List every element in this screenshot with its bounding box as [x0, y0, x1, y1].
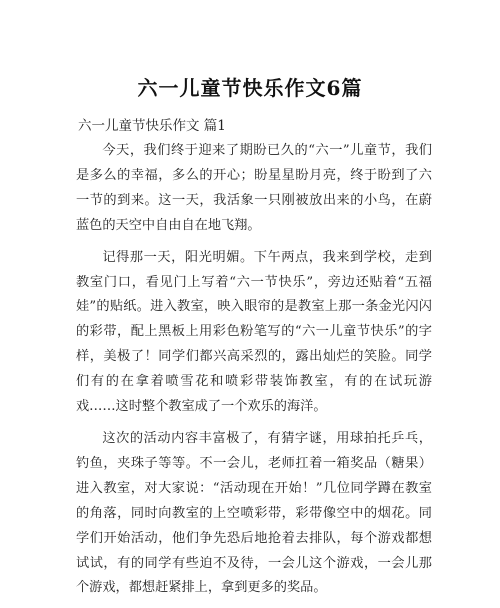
paragraph: 今天，我们终于迎来了期盼已久的“六一”儿童节，我们是多么的幸福，多么的开心；盼星星盼月亮，终于盼到了六一节的到来。这一天，我活象一只刚被放出来的小鸟，在蔚蓝色的天空中自由自在地飞翔。 [76, 143, 432, 233]
article-body [76, 139, 432, 608]
paragraph: 记得那一天，阳光明媚。下午两点，我来到学校，走到教室门口，看见门上写着“六一节快乐”，旁边还贴着“五福娃”的贴纸。进入教室，映入眼帘的是教室上那一条金光闪闪的彩带，配上黑板上用彩色粉笔写的“六一儿童节快乐”的字样，美极了！同学们都兴高采烈的，露出灿烂的笑脸。同学们有的在拿着喷雪花和喷彩带装饰教室，有的在试玩游戏……这时整个教室成了一个欢乐的海洋。 [76, 249, 432, 415]
paragraph: 这次的活动内容丰富极了，有猜字谜，用球拍托乒乓，钓鱼，夹珠子等等。不一会儿，老师扛着一箱奖品（糖果）进入教室，对大家说：“活动现在开始！”几位同学蹲在教室的角落，同时向教室的上空喷彩带，彩带像空中的烟花。同学们开始活动，他们争先恐后地抢着去排队，每个游戏都想试试，有的同学有些迫不及待，一会儿这个游戏，一会儿那个游戏，都想赶紧排上，拿到更多的奖品。 [76, 430, 432, 596]
section-heading: 六一儿童节快乐作文 篇1 [78, 118, 226, 134]
document-title: 六一儿童节快乐作文6篇 [137, 76, 363, 100]
